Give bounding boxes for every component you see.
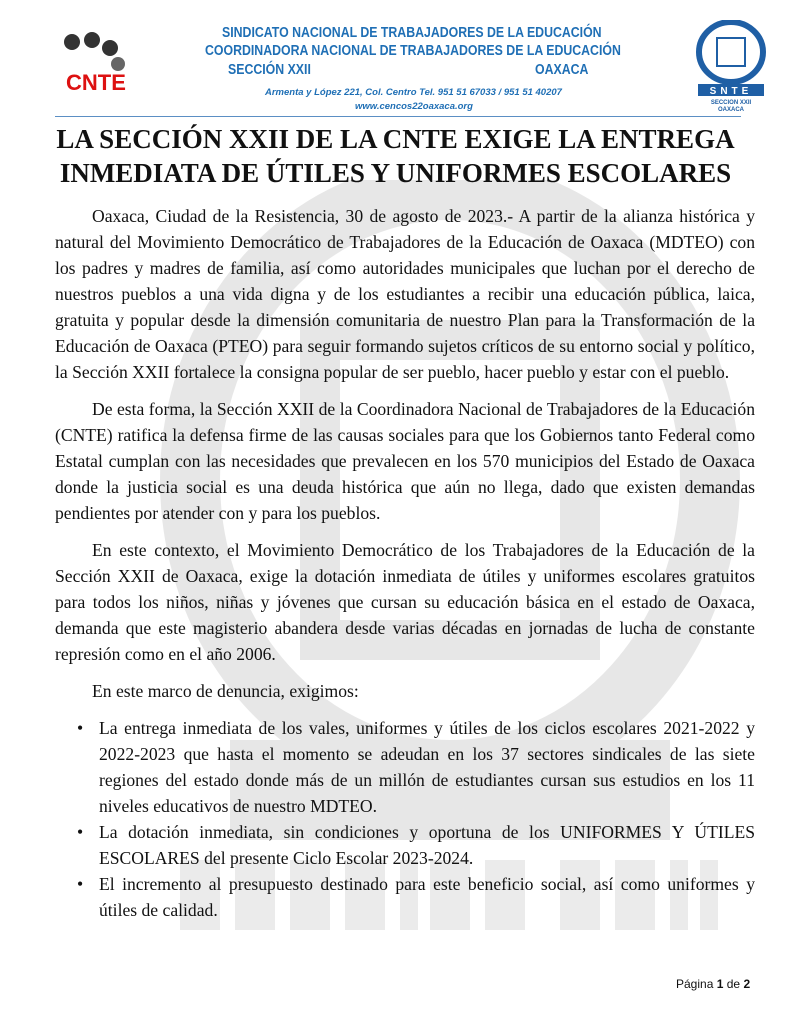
list-item: • El incremento al presupuesto destinado para este beneficio social, así como uniformes y útiles de calidad. — [99, 871, 755, 923]
title-line-1: LA SECCIÓN XXII DE LA CNTE EXIGE LA ENTREGA — [56, 124, 735, 154]
header-state: OAXACA — [535, 62, 589, 78]
page-current: 1 — [716, 977, 724, 991]
list-item: • La entrega inmediata de los vales, uniformes y útiles de los ciclos escolares 2021-2022 y 2022-2023 que hasta el momento se adeudan en los 37 sectores sindicales de las siete regiones del estado donde más de un millón de estudiantes cursan sus estudios en los 11 niveles educativos de nuestro MDTEO. — [99, 715, 755, 819]
page-of: de — [726, 977, 741, 991]
svg-text:OAXACA: OAXACA — [717, 107, 745, 112]
document-title — [40, 122, 751, 190]
title-line-2: INMEDIATA DE ÚTILES Y UNIFORMES ESCOLARES — [59, 158, 732, 188]
header-address: Armenta y López 221, Col. Centro Tel. 951 51 67033 / 951 51 40207 — [265, 87, 562, 98]
page-label: Página — [676, 977, 714, 991]
page-total: 2 — [743, 977, 751, 991]
paragraph: En este marco de denuncia, exigimos: — [92, 681, 359, 701]
header-section: SECCIÓN XXII — [228, 62, 311, 78]
cnte-logo — [52, 28, 144, 94]
header-union-name: SINDICATO NACIONAL DE TRABAJADORES DE LA EDUCACIÓN — [222, 25, 602, 41]
svg-text:SECCION XXII: SECCION XXII — [710, 100, 752, 106]
paragraph: De esta forma, la Sección XXII de la Coordinadora Nacional de Trabajadores de la Educación (CNTE) ratifica la defensa firme de las causas sociales para que los Gobiernos tanto Federal como Estatal cumplan con las necesidades que prevalecen en los 570 municipios del Estado de Oaxaca donde la justicia social es una deuda histórica que aún no llega, dado que existen demandas pendientes por atender con y para los pueblos. — [55, 399, 755, 523]
page-number — [676, 977, 750, 991]
svg-text:CNTE: CNTE — [66, 70, 126, 94]
header-website[interactable]: www.cencos22oaxaca.org — [355, 101, 473, 112]
list-item: • La dotación inmediata, sin condiciones y oportuna de los UNIFORMES Y ÚTILES ESCOLARES del presente Ciclo Escolar 2023-2024. — [99, 819, 755, 871]
paragraph: Oaxaca, Ciudad de la Resistencia, 30 de agosto de 2023.- A partir de la alianza histórica y natural del Movimiento Democrático de Trabajadores de la Educación de Oaxaca (MDTEO) con los padres y madres de familia, así como autoridades municipales que luchan por el derecho de nuestros pueblos a una vida digna y de los estudiantes a recibir una educación pública, laica, gratuita y popular desde la dimensión comunitaria de nuestro Plan para la Transformación de la Educación de Oaxaca (PTEO) para seguir formando sujetos críticos de su entorno social y político, la Sección XXII fortalece la consigna popular de ser pueblo, hacer pueblo y estar con el pueblo. — [55, 206, 755, 382]
demands-list — [55, 715, 755, 923]
header-coordinator-name: COORDINADORA NACIONAL DE TRABAJADORES DE LA EDUCACIÓN — [205, 43, 621, 59]
snte-logo — [690, 20, 772, 112]
paragraph: En este contexto, el Movimiento Democrático de los Trabajadores de la Educación de la Sección XXII de Oaxaca, exige la dotación inmediata de útiles y uniformes escolares gratuitos para todos los niños, niñas y jóvenes que cursan su educación básica en el estado de Oaxaca, demanda que este magisterio abandera desde varias décadas en jornadas de lucha de constante represión como en el año 2006. — [55, 540, 755, 664]
document-body — [55, 203, 755, 923]
svg-text:SNTE: SNTE — [709, 86, 753, 97]
header-divider — [55, 116, 741, 117]
